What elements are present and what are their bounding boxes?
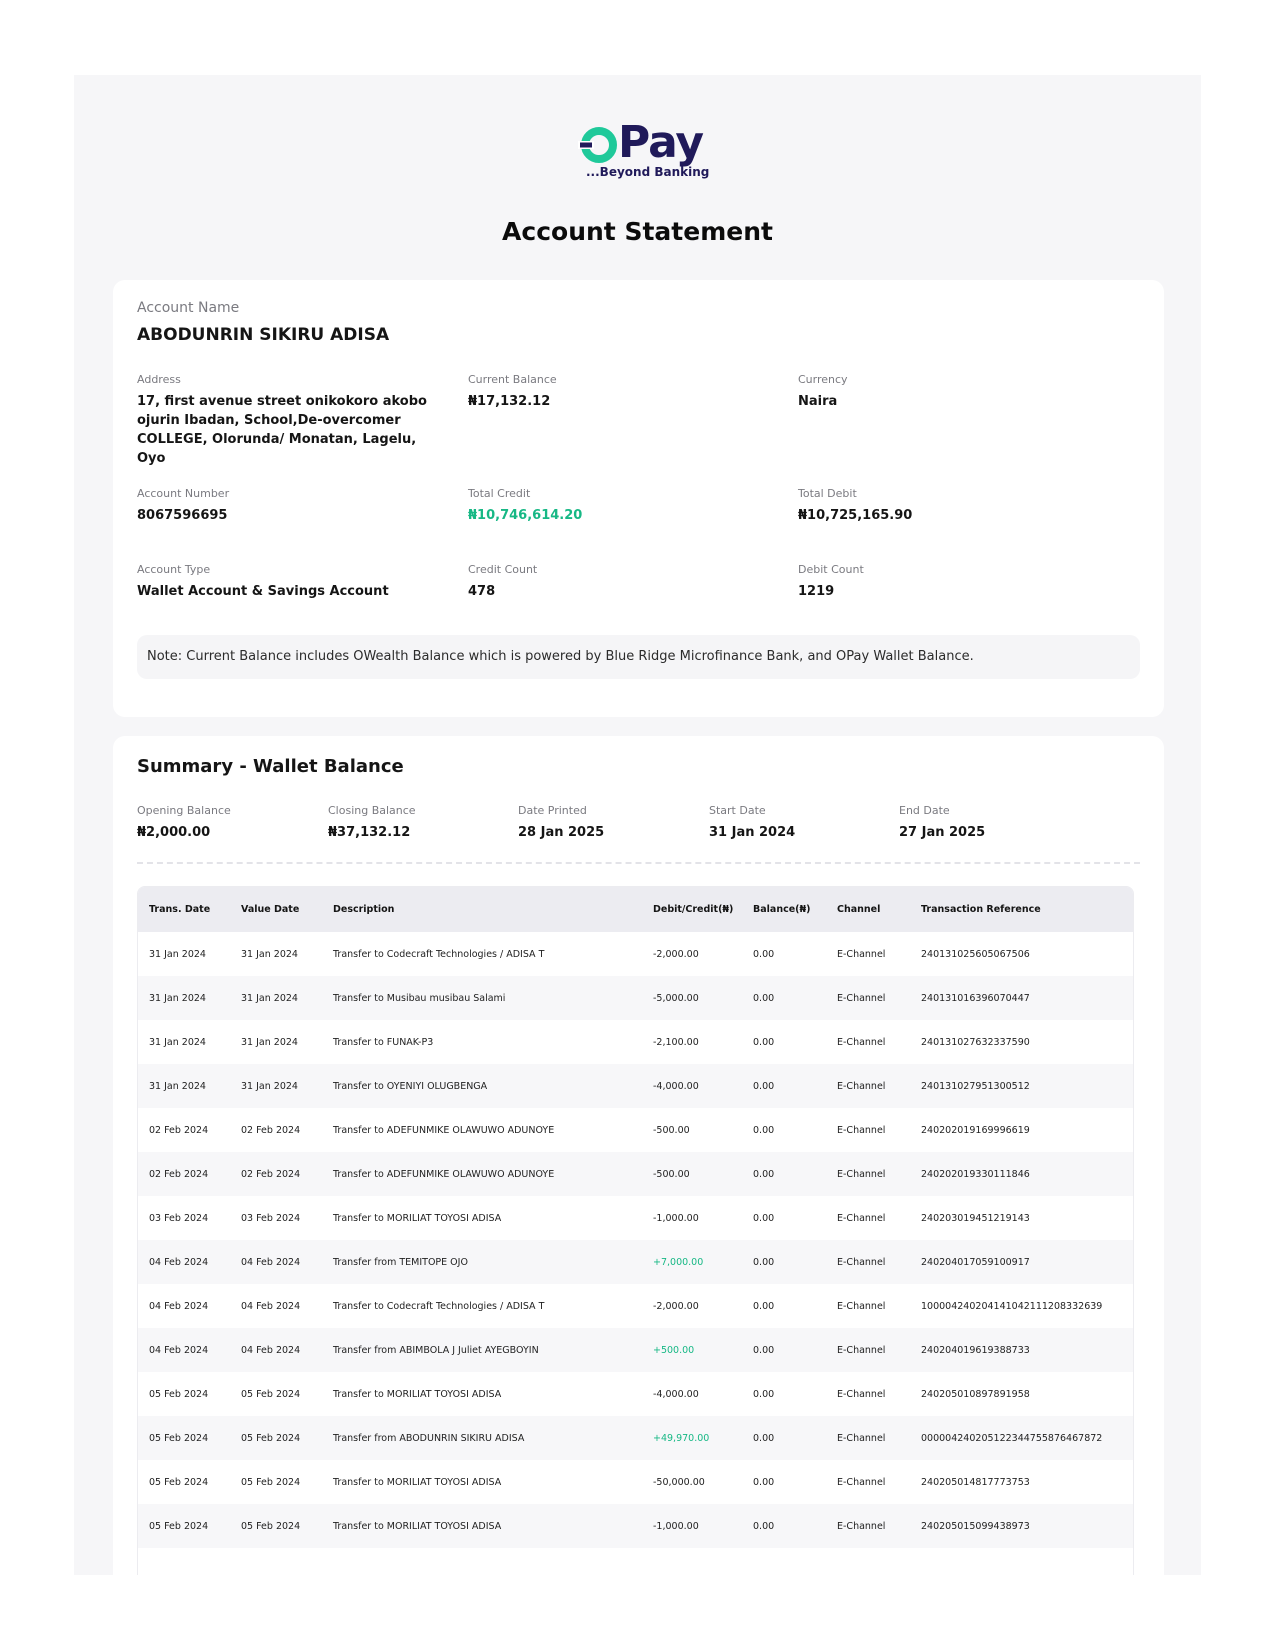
trans-date-cell: 31 Jan 2024: [149, 1080, 206, 1092]
current-balance-value: ₦17,132.12: [468, 394, 551, 409]
description-header: Description: [333, 904, 395, 915]
amount-cell: -500.00: [653, 1168, 690, 1180]
channel-cell: E-Channel: [837, 1168, 886, 1180]
balance-cell: 0.00: [753, 1124, 775, 1136]
credit-count-value: 478: [468, 584, 496, 599]
table-row: [138, 1416, 1133, 1460]
table-row: [138, 1064, 1133, 1108]
amount-cell: -2,000.00: [653, 948, 699, 960]
reference-cell: 240204019619388733: [921, 1344, 1030, 1356]
amount-cell: -1,000.00: [653, 1212, 699, 1224]
trans-date-header: Trans. Date: [149, 904, 211, 915]
opening-balance-field: [137, 804, 317, 842]
balance-cell: 0.00: [753, 1256, 775, 1268]
trans-date-cell: 05 Feb 2024: [149, 1388, 209, 1400]
page-title: Account Statement: [502, 217, 773, 246]
balance-cell: 0.00: [753, 992, 775, 1004]
account-type-field: [137, 563, 437, 601]
amount-cell: -2,100.00: [653, 1036, 699, 1048]
currency-field: [798, 373, 1098, 411]
reference-cell: 240204017059100917: [921, 1256, 1030, 1268]
description-cell: Transfer from TEMITOPE OJO: [333, 1256, 468, 1268]
reference-cell: 240202019169996619: [921, 1124, 1030, 1136]
trans-date-cell: 31 Jan 2024: [149, 992, 206, 1004]
summary-card: [113, 736, 1164, 1575]
balance-cell: 0.00: [753, 1520, 775, 1532]
value-date-cell: 03 Feb 2024: [241, 1212, 301, 1224]
balance-note: Note: Current Balance includes OWealth Balance which is powered by Blue Ridge Microfinance Bank, and OPay Wallet Balance.: [137, 635, 1140, 679]
currency-label: Currency: [798, 373, 848, 386]
description-cell: Transfer to Codecraft Technologies / ADISA T: [333, 948, 545, 960]
table-row: [138, 1372, 1133, 1416]
reference-cell: 240131016396070447: [921, 992, 1030, 1004]
trans-date-cell: 03 Feb 2024: [149, 1212, 209, 1224]
description-cell: Transfer to Musibau musibau Salami: [333, 992, 506, 1004]
credit-count-field: [468, 563, 768, 601]
value-date-cell: 02 Feb 2024: [241, 1168, 301, 1180]
channel-cell: E-Channel: [837, 948, 886, 960]
reference-cell: 240131027632337590: [921, 1036, 1030, 1048]
value-date-cell: 05 Feb 2024: [241, 1432, 301, 1444]
account-type-label: Account Type: [137, 563, 211, 576]
reference-cell: 240203019451219143: [921, 1212, 1030, 1224]
description-cell: Transfer to ADEFUNMIKE OLAWUWO ADUNOYE: [333, 1168, 555, 1180]
account-type-value: Wallet Account & Savings Account: [137, 584, 389, 599]
trans-date-cell: 02 Feb 2024: [149, 1124, 209, 1136]
reference-cell: 240131025605067506: [921, 948, 1030, 960]
debit-count-value: 1219: [798, 584, 835, 599]
channel-cell: E-Channel: [837, 1124, 886, 1136]
amount-cell: +7,000.00: [653, 1256, 704, 1268]
reference-cell: 240205010897891958: [921, 1388, 1030, 1400]
total-credit-label: Total Credit: [468, 487, 531, 500]
description-cell: Transfer to ADEFUNMIKE OLAWUWO ADUNOYE: [333, 1124, 555, 1136]
balance-cell: 0.00: [753, 1036, 775, 1048]
channel-cell: E-Channel: [837, 1520, 886, 1532]
logo-tagline: ...Beyond Banking: [586, 165, 710, 179]
table-row: [138, 1240, 1133, 1284]
description-cell: Transfer to FUNAK-P3: [333, 1036, 434, 1048]
table-row: [138, 1108, 1133, 1152]
reference-header: Transaction Reference: [921, 904, 1041, 915]
value-date-cell: 31 Jan 2024: [241, 992, 298, 1004]
end-date-label: End Date: [899, 804, 950, 817]
reference-cell: 000004240205122344755876467872: [921, 1432, 1103, 1444]
reference-cell: 240202019330111846: [921, 1168, 1030, 1180]
address-label: Address: [137, 373, 181, 386]
account-name: ABODUNRIN SIKIRU ADISA: [137, 325, 390, 345]
total-debit-label: Total Debit: [798, 487, 857, 500]
date-printed-field: [518, 804, 698, 842]
channel-cell: E-Channel: [837, 1036, 886, 1048]
account-name-label: Account Name: [137, 300, 240, 316]
value-date-cell: 04 Feb 2024: [241, 1300, 301, 1312]
trans-date-cell: 31 Jan 2024: [149, 948, 206, 960]
table-row: [138, 1152, 1133, 1196]
reference-cell: 100004240204141042111208332639: [921, 1300, 1103, 1312]
balance-cell: 0.00: [753, 1476, 775, 1488]
trans-date-cell: 05 Feb 2024: [149, 1520, 209, 1532]
reference-cell: 240205015099438973: [921, 1520, 1030, 1532]
current-balance-label: Current Balance: [468, 373, 557, 386]
date-printed-value: 28 Jan 2025: [518, 825, 605, 840]
balance-cell: 0.00: [753, 1432, 775, 1444]
value-date-cell: 05 Feb 2024: [241, 1520, 301, 1532]
channel-cell: E-Channel: [837, 992, 886, 1004]
value-date-cell: 05 Feb 2024: [241, 1476, 301, 1488]
opay-logo-icon: [578, 125, 620, 165]
value-date-cell: 04 Feb 2024: [241, 1344, 301, 1356]
table-row: [138, 1196, 1133, 1240]
end-date-field: [899, 804, 1079, 842]
channel-cell: E-Channel: [837, 1212, 886, 1224]
description-cell: Transfer to MORILIAT TOYOSI ADISA: [333, 1388, 502, 1400]
amount-cell: -1,000.00: [653, 1520, 699, 1532]
account-number-field: [137, 487, 437, 525]
value-date-cell: 05 Feb 2024: [241, 1388, 301, 1400]
account-number-value: 8067596695: [137, 508, 228, 523]
description-cell: Transfer from ABODUNRIN SIKIRU ADISA: [333, 1432, 525, 1444]
value-date-cell: 02 Feb 2024: [241, 1124, 301, 1136]
statement-page: [74, 75, 1201, 1575]
closing-balance-label: Closing Balance: [328, 804, 416, 817]
account-number-label: Account Number: [137, 487, 230, 500]
start-date-value: 31 Jan 2024: [709, 825, 796, 840]
table-row: [138, 976, 1133, 1020]
trans-date-cell: 05 Feb 2024: [149, 1432, 209, 1444]
reference-cell: 240131027951300512: [921, 1080, 1030, 1092]
value-date-cell: 31 Jan 2024: [241, 948, 298, 960]
table-header-row: [138, 887, 1133, 932]
balance-cell: 0.00: [753, 1344, 775, 1356]
debit-count-field: [798, 563, 1098, 601]
summary-title: Summary - Wallet Balance: [137, 756, 404, 777]
credit-count-label: Credit Count: [468, 563, 538, 576]
channel-header: Channel: [837, 904, 881, 915]
amount-cell: -5,000.00: [653, 992, 699, 1004]
table-row: [138, 1020, 1133, 1064]
channel-cell: E-Channel: [837, 1432, 886, 1444]
value-date-cell: 04 Feb 2024: [241, 1256, 301, 1268]
total-debit-field: [798, 487, 1098, 525]
address-field: [137, 373, 427, 468]
opay-logo: [578, 117, 710, 183]
amount-cell: -2,000.00: [653, 1300, 699, 1312]
end-date-value: 27 Jan 2025: [899, 825, 986, 840]
table-row: [138, 932, 1133, 976]
balance-cell: 0.00: [753, 1388, 775, 1400]
channel-cell: E-Channel: [837, 1256, 886, 1268]
amount-header: Debit/Credit(₦): [653, 904, 734, 915]
account-details-card: [113, 280, 1164, 717]
channel-cell: E-Channel: [837, 1476, 886, 1488]
start-date-field: [709, 804, 889, 842]
trans-date-cell: 04 Feb 2024: [149, 1300, 209, 1312]
description-cell: Transfer from ABIMBOLA J Juliet AYEGBOYIN: [333, 1344, 539, 1356]
amount-cell: +49,970.00: [653, 1432, 710, 1444]
date-printed-label: Date Printed: [518, 804, 587, 817]
debit-count-label: Debit Count: [798, 563, 864, 576]
table-row: [138, 1504, 1133, 1548]
opening-balance-value: ₦2,000.00: [137, 825, 211, 840]
start-date-label: Start Date: [709, 804, 766, 817]
current-balance-field: [468, 373, 768, 411]
amount-cell: -500.00: [653, 1124, 690, 1136]
trans-date-cell: 31 Jan 2024: [149, 1036, 206, 1048]
transactions-table: [137, 886, 1134, 1575]
balance-cell: 0.00: [753, 948, 775, 960]
description-cell: Transfer to MORILIAT TOYOSI ADISA: [333, 1212, 502, 1224]
trans-date-cell: 04 Feb 2024: [149, 1344, 209, 1356]
value-date-cell: 31 Jan 2024: [241, 1080, 298, 1092]
value-date-header: Value Date: [241, 904, 300, 915]
table-row: [138, 1284, 1133, 1328]
total-debit-value: ₦10,725,165.90: [798, 508, 913, 523]
logo-wordmark: Pay: [618, 117, 704, 168]
table-row: [138, 1460, 1133, 1504]
description-cell: Transfer to MORILIAT TOYOSI ADISA: [333, 1520, 502, 1532]
balance-cell: 0.00: [753, 1080, 775, 1092]
total-credit-field: [468, 487, 768, 525]
description-cell: Transfer to Codecraft Technologies / ADISA T: [333, 1300, 545, 1312]
closing-balance-field: [328, 804, 508, 842]
description-cell: Transfer to OYENIYI OLUGBENGA: [333, 1080, 488, 1092]
reference-cell: 240205014817773753: [921, 1476, 1030, 1488]
opening-balance-label: Opening Balance: [137, 804, 231, 817]
address-value: 17, first avenue street onikokoro akobo ojurin Ibadan, School,De-overcomer COLLEGE, Olorunda/ Monatan, Lagelu, Oyo: [137, 394, 427, 466]
balance-cell: 0.00: [753, 1168, 775, 1180]
channel-cell: E-Channel: [837, 1300, 886, 1312]
amount-cell: -4,000.00: [653, 1388, 699, 1400]
value-date-cell: 31 Jan 2024: [241, 1036, 298, 1048]
channel-cell: E-Channel: [837, 1080, 886, 1092]
amount-cell: -50,000.00: [653, 1476, 705, 1488]
table-row: [138, 1328, 1133, 1372]
description-cell: Transfer to MORILIAT TOYOSI ADISA: [333, 1476, 502, 1488]
amount-cell: -4,000.00: [653, 1080, 699, 1092]
trans-date-cell: 02 Feb 2024: [149, 1168, 209, 1180]
closing-balance-value: ₦37,132.12: [328, 825, 411, 840]
trans-date-cell: 05 Feb 2024: [149, 1476, 209, 1488]
currency-value: Naira: [798, 394, 838, 409]
channel-cell: E-Channel: [837, 1344, 886, 1356]
balance-cell: 0.00: [753, 1212, 775, 1224]
balance-cell: 0.00: [753, 1300, 775, 1312]
channel-cell: E-Channel: [837, 1388, 886, 1400]
total-credit-value: ₦10,746,614.20: [468, 508, 583, 523]
balance-header: Balance(₦): [753, 904, 811, 915]
trans-date-cell: 04 Feb 2024: [149, 1256, 209, 1268]
amount-cell: +500.00: [653, 1344, 695, 1356]
section-divider: [137, 862, 1140, 864]
